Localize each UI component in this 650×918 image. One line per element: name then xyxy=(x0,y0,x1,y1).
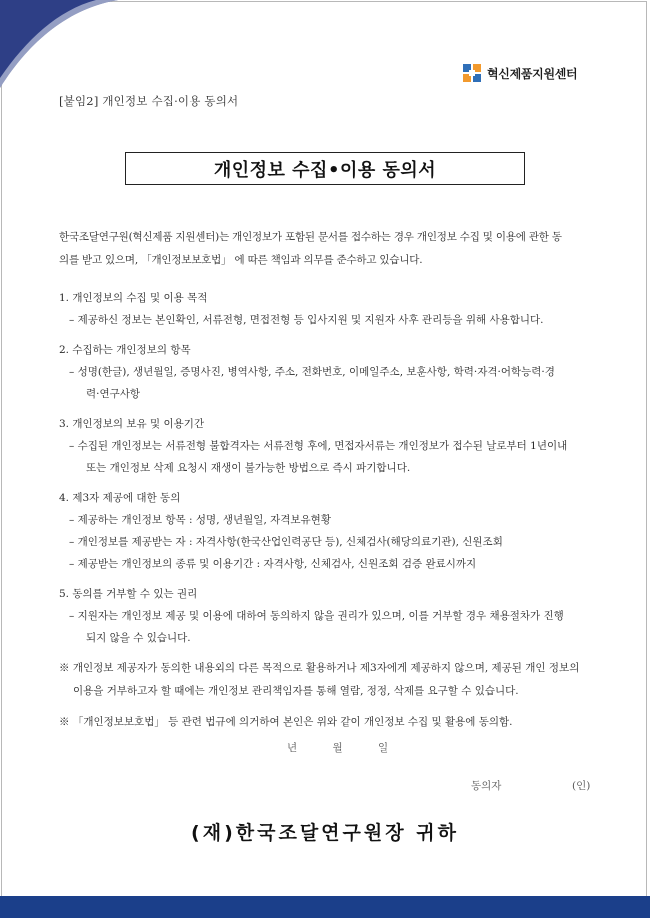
document-title: 개인정보 수집•이용 동의서 xyxy=(213,159,437,181)
note-line: ※ 개인정보 제공자가 동의한 내용외의 다른 목적으로 활용하거나 제3자에게 제공하지 않으며, 제공된 개인 정보의 xyxy=(59,662,580,674)
center-logo xyxy=(462,63,577,83)
section-title: 5. 동의를 거부할 수 있는 권리 xyxy=(59,588,198,600)
section-third-party xyxy=(59,487,597,575)
intro-line: 한국조달연구원(혁신제품 지원센터)는 개인정보가 포함된 문서를 접수하는 경우 개인정보 수집 및 이용에 관한 동 xyxy=(59,231,562,243)
section-item: – 성명(한글), 생년월일, 증명사진, 병역사항, 주소, 전화번호, 이메일주소, 보훈사항, 학력·자격·어학능력·경 xyxy=(69,366,555,378)
logo-text: 혁신제품지원센터 xyxy=(487,66,578,81)
date-line xyxy=(287,740,420,755)
section-retention xyxy=(59,413,597,479)
footer-bar xyxy=(0,896,650,918)
section-item: – 제공하는 개인정보 항목 : 성명, 생년월일, 자격보유현황 xyxy=(69,514,331,526)
section-item: – 제공받는 개인정보의 종류 및 이용기간 : 자격사항, 신체검사, 신원조회 검증 완료시까지 xyxy=(69,558,477,570)
year-label: 년 xyxy=(287,742,298,754)
section-title: 4. 제3자 제공에 대한 동의 xyxy=(59,492,181,504)
section-item-continuation: 되지 않을 수 있습니다. xyxy=(86,632,191,644)
section-title: 3. 개인정보의 보유 및 이용기간 xyxy=(59,418,205,430)
note-consent: ※ 「개인정보보호법」 등 관련 법규에 의거하여 본인은 위와 같이 개인정보 수집 및 활용에 동의함. xyxy=(59,716,513,728)
section-purpose xyxy=(59,287,597,331)
intro-paragraph xyxy=(59,226,597,272)
note-line: 이용을 거부하고자 할 때에는 개인정보 관리책임자를 통해 열람, 정정, 삭제를 요구할 수 있습니다. xyxy=(73,685,519,697)
section-right-to-refuse xyxy=(59,583,597,649)
intro-line: 의를 받고 있으며, 「개인정보보호법」 에 따른 책임과 의무를 준수하고 있습니다. xyxy=(59,254,423,266)
logo-icon xyxy=(462,63,482,83)
addressee: (재)한국조달연구원장 귀하 xyxy=(191,822,459,844)
month-label: 월 xyxy=(332,742,343,754)
section-item: – 수집된 개인정보는 서류전형 불합격자는 서류전형 후에, 면접자서류는 개인정보가 접수된 날로부터 1년이내 xyxy=(69,440,568,452)
section-item: – 지원자는 개인정보 제공 및 이용에 대하여 동의하지 않을 권리가 있으며, 이를 거부할 경우 채용절차가 진행 xyxy=(69,610,564,622)
section-item-continuation: 력·연구사항 xyxy=(86,388,141,400)
section-item: – 개인정보를 제공받는 자 : 자격사항(한국산업인력공단 등), 신체검사(해당의료기관), 신원조회 xyxy=(69,536,503,548)
title-box xyxy=(125,152,525,185)
section-title: 1. 개인정보의 수집 및 이용 목적 xyxy=(59,292,208,304)
consenter-label: 동의자 xyxy=(471,780,502,792)
section-title: 2. 수집하는 개인정보의 항목 xyxy=(59,344,191,356)
day-label: 일 xyxy=(378,742,389,754)
section-items-collected xyxy=(59,339,597,405)
note-usage xyxy=(59,657,597,703)
section-item: – 제공하신 정보는 본인확인, 서류전형, 면접전형 등 입사지원 및 지원자 사후 관리등을 위해 사용합니다. xyxy=(69,314,544,326)
section-item-continuation: 또는 개인정보 삭제 요청시 재생이 불가능한 방법으로 즉시 파기합니다. xyxy=(86,462,411,474)
corner-decoration xyxy=(0,0,120,90)
annex-label: [붙임2] 개인정보 수집·이용 동의서 xyxy=(59,94,239,108)
document-body xyxy=(59,226,597,733)
seal-label: (인) xyxy=(572,780,591,792)
